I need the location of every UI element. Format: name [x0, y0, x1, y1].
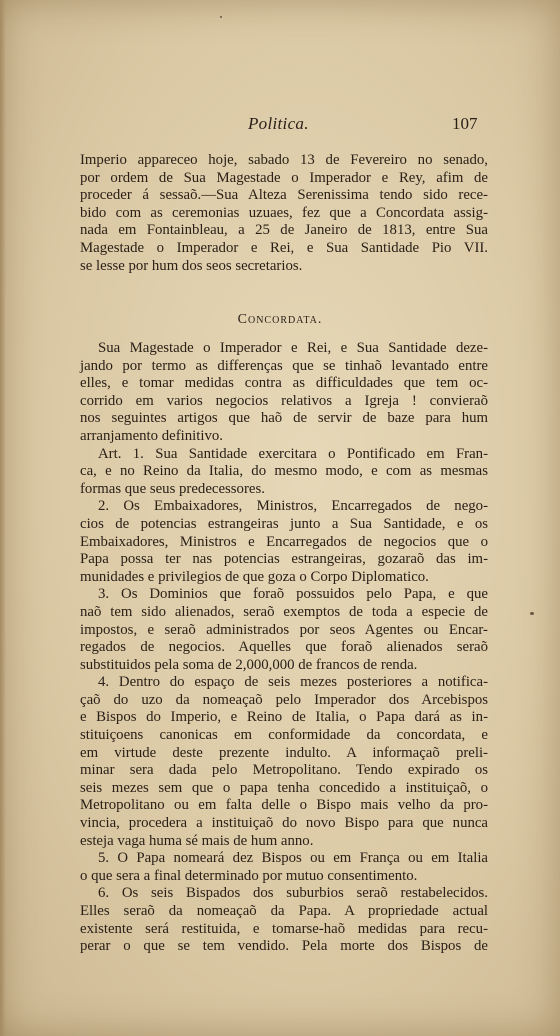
text-line: jando por termo as differenças que se tinhaõ levantado entre — [80, 357, 488, 374]
text-line: Imperio appareceo hoje, sabado 13 de Fevereiro no senado, — [80, 152, 488, 168]
text-line: existente será restituida, e tomarse-haõ medidas para recu- — [80, 920, 488, 937]
text-line: minar sera dada pelo Metropolitano. Tendo expirado os — [80, 762, 488, 779]
article-6-line: 6. Os seis Bispados dos suburbios seraõ restabelecidos. — [98, 885, 488, 902]
text-line: naõ tem sido alienados, seraõ exemptos de toda a especie de — [80, 603, 488, 620]
text-line: em virtude deste prezente indulto. A informaçaõ preli- — [80, 744, 488, 761]
text-line: se lesse por hum dos seos secretarios. — [80, 257, 303, 274]
text-line: e Bispos do Imperio, e Reino de Italia, o Papa dará as in- — [80, 709, 488, 726]
text-line: bido com as ceremonias uzuaes, fez que a Concordata assig- — [80, 204, 488, 221]
text-line: impostos, e seraõ administrados por seos Agentes ou Encar- — [80, 621, 488, 638]
section-title: Concordata. — [237, 312, 323, 327]
concordat-text — [80, 340, 488, 956]
text-line: Embaixadores, Ministros e Encarregados de negocios que o — [80, 533, 488, 550]
article-5-line: 5. O Papa nomeará dez Bispos ou em França ou em Italia — [98, 850, 488, 867]
text-line: Magestade o Imperador e Rei, e Sua Santidade Pio VII. — [80, 239, 488, 256]
text-line: proceder á sessaõ.—Sua Alteza Serenissima tendo sido rece- — [80, 187, 488, 204]
article-3-line: 3. Os Dominios que foraõ possuidos pelo Papa, e que — [98, 586, 488, 603]
paper-speck — [530, 612, 534, 615]
text-line: elles, e tomar medidas contra as difficuldades que tem oc- — [80, 375, 488, 392]
text-line: o que sera a final determinado por mutuo consentimento. — [80, 867, 418, 884]
text-line: nos seguintes artigos que haõ de servir de baze para hum — [80, 410, 488, 427]
text-line: stituiçoens canonicas em conformidade da concordata, e — [80, 727, 488, 744]
text-line: çaõ do uzo da nomeaçaõ pelo Imperador dos Arcebispos — [80, 691, 488, 708]
text-line: perar o que se tem vendido. Pela morte dos Bispos de — [80, 938, 488, 955]
text-line: formas que seus predecessores. — [80, 480, 265, 497]
text-line: nada em Fontainbleau, a 25 de Janeiro de 1813, entre Sua — [80, 222, 488, 239]
page-number: 107 — [452, 114, 478, 133]
text-line: cios de potencias estrangeiras junto a Sua Santidade, e os — [80, 515, 488, 532]
article-2-line: 2. Os Embaixadores, Ministros, Encarregados de nego- — [98, 498, 488, 515]
text-line: por ordem de Sua Magestade o Imperador e Rey, afim de — [80, 169, 488, 186]
article-1-line: Art. 1. Sua Santidade exercitara o Pontificado em Fran- — [98, 445, 488, 462]
intro-paragraph — [80, 152, 488, 275]
page-edge-shadow — [0, 0, 6, 1036]
text-line: Elles seraõ da nomeaçaõ da Papa. A propriedade actual — [80, 903, 488, 919]
text-line: munidades e privilegios de que goza o Corpo Diplomatico. — [80, 568, 429, 585]
text-line: vincia, procedera a instituiçaõ do novo Bispo para que nunca — [80, 815, 488, 832]
text-line: arranjamento definitivo. — [80, 427, 223, 444]
text-line: ca, e no Reino da Italia, do mesmo modo, e com as mesmas — [80, 463, 488, 480]
text-line: Metropolitano ou em falta delle o Bispo mais velho da pro- — [80, 797, 488, 814]
text-line: esteja vaga huma sé mais de hum anno. — [80, 832, 314, 849]
running-head: Politica. — [248, 114, 309, 133]
article-4-line: 4. Dentro do espaço de seis mezes posteriores a notifica- — [98, 674, 488, 691]
text-line: regados de negocios. Aquelles que foraõ alienados seraõ — [80, 639, 488, 656]
text-line: substituidos pela soma de 2,000,000 de francos de renda. — [80, 656, 418, 673]
text-line: Sua Magestade o Imperador e Rei, e Sua Santidade deze- — [98, 340, 488, 356]
text-line: seis mezes sem que o papa tenha concedido a instituiçaõ, o — [80, 779, 488, 796]
text-line: corrido em varios negocios relativos a Igreja ! convieraõ — [80, 392, 488, 409]
page-header — [0, 114, 560, 138]
text-line: Papa possa ter nas potencias estrangeiras, gozaraõ das im- — [80, 551, 488, 568]
paper-speck — [220, 16, 222, 18]
